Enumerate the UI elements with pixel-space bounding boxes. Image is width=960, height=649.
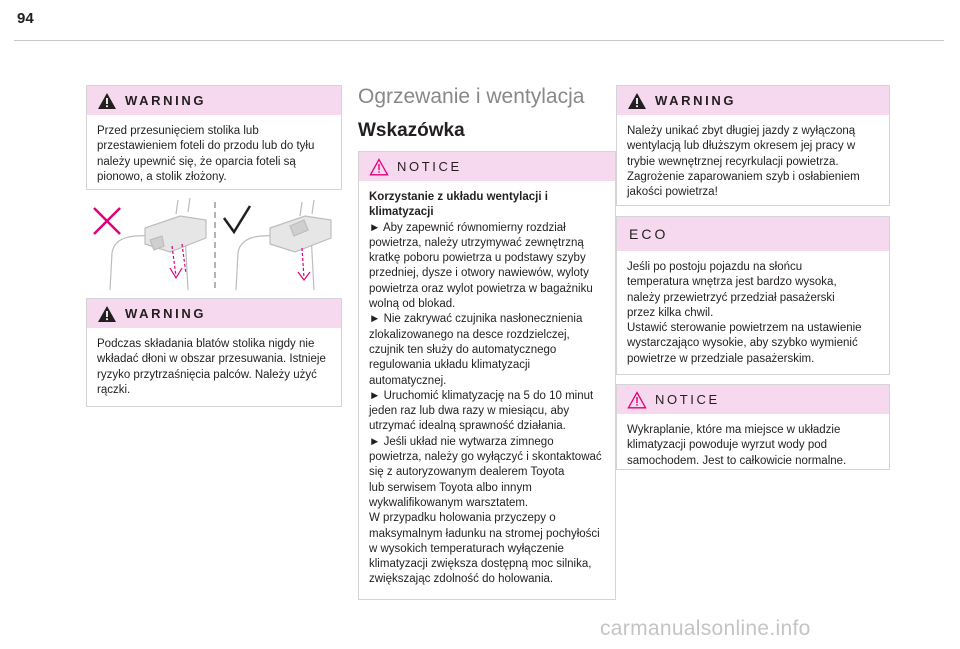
notice-text: ► Aby zapewnić równomierny rozdział powietrza, należy utrzymywać zewnętrzną kratkę poboru powietrza u podstawy szyby przedniej, dysze i otwory nawiewów, wyloty powietrza oraz wylot powietrza w bagażniku wolną od blokad. ► Nie zakrywać czujnika nasłonecznienia zlokalizowanego na desce rozdzielczej, czujnik ten służy do automatycznego regulowania układu klimatyzacji automatycznej. ► Uruchomić klimatyzację na 5 do 10 minut jeden raz lub dwa razy w miesiącu, aby utrzymać idealną sprawność działania. ► Jeśli układ nie wytwarza zimnego powietrza, należy go wyłączyć i skontaktować się z autoryzowanym dealerem Toyota lub serwisem Toyota albo innym wykwalifikowanym warsztatem. W przypadku holowania przyczepy o maksymalnym ładunku na stromej pochyłości w wysokich temperaturach wyłączenie klimatyzacji zwiększa dostępną moc silnika, zwiększając zdolność do holowania.: [369, 221, 602, 586]
notice-title: NOTICE: [655, 392, 720, 407]
warning-title: WARNING: [655, 93, 737, 108]
warning-triangle-icon: [627, 92, 647, 110]
correct-check-icon: [224, 206, 250, 232]
wrong-cross-icon: [94, 208, 120, 234]
notice-header: [617, 385, 889, 414]
seat-table-correct-drawing: [236, 200, 331, 290]
warning-text: Podczas składania blatów stolika nigdy nie wkładać dłoni w obszar przesuwania. Istnieje ryzyko przytrzaśnięcia palców. Należy użyć rączki.: [97, 338, 326, 396]
warning-triangle-icon: [97, 92, 117, 110]
section-title: Ogrzewanie i wentylacja: [358, 85, 585, 108]
notice-header: [359, 152, 615, 181]
notice-body: [359, 181, 615, 596]
warning-header: [617, 86, 889, 115]
notice-box-condensation: [616, 384, 890, 470]
page-number: 94: [17, 10, 34, 27]
table-folding-illustration: [90, 198, 342, 290]
eco-text: Jeśli po postoju pojazdu na słońcu temperatura wnętrza jest bardzo wysoka, należy przewietrzyć przedział pasażerski przez kilka chwil. Ustawić sterowanie powietrzem na ustawienie wystarczająco wysokie, aby szybko wymienić powietrze w przedziale pasażerskim.: [627, 261, 862, 365]
notice-box-ventilation: [358, 151, 616, 600]
warning-box-table-slide: [86, 85, 342, 190]
notice-heading: Korzystanie z układu wentylacji i klimatyzacji: [369, 191, 548, 219]
notice-title: NOTICE: [397, 159, 462, 174]
warning-text: Należy unikać zbyt długiej jazdy z wyłączoną wentylacją lub dłuższym okresem jej pracy w trybie wewnętrznej recyrkulacji powietrza. Zagrożenie zaparowaniem szyb i osłabieniem jakości powietrza!: [627, 125, 860, 199]
notice-triangle-icon: [369, 158, 389, 176]
seat-table-wrong-drawing: [110, 198, 206, 290]
warning-header: [87, 86, 341, 115]
warning-title: WARNING: [125, 306, 207, 321]
notice-text: Wykraplanie, które ma miejsce w układzie klimatyzacji powoduje wyrzut wody pod samochodem. Jest to całkowicie normalne.: [627, 424, 847, 467]
warning-box-fingers: [86, 298, 342, 407]
warning-header: [87, 299, 341, 328]
eco-header: [617, 217, 889, 251]
header-divider: [14, 40, 944, 41]
section-subtitle: Wskazówka: [358, 120, 465, 141]
warning-box-recirculation: [616, 85, 890, 206]
warning-triangle-icon: [97, 305, 117, 323]
eco-box: [616, 216, 890, 375]
notice-triangle-icon: [627, 391, 647, 409]
warning-title: WARNING: [125, 93, 207, 108]
eco-title: ECO: [629, 226, 669, 242]
watermark: carmanualsonline.info: [600, 617, 811, 640]
warning-text: Przed przesunięciem stolika lub przestawieniem foteli do przodu lub do tyłu należy upewnić się, że oparcia foteli są pionowo, a stolik złożony.: [97, 125, 315, 183]
